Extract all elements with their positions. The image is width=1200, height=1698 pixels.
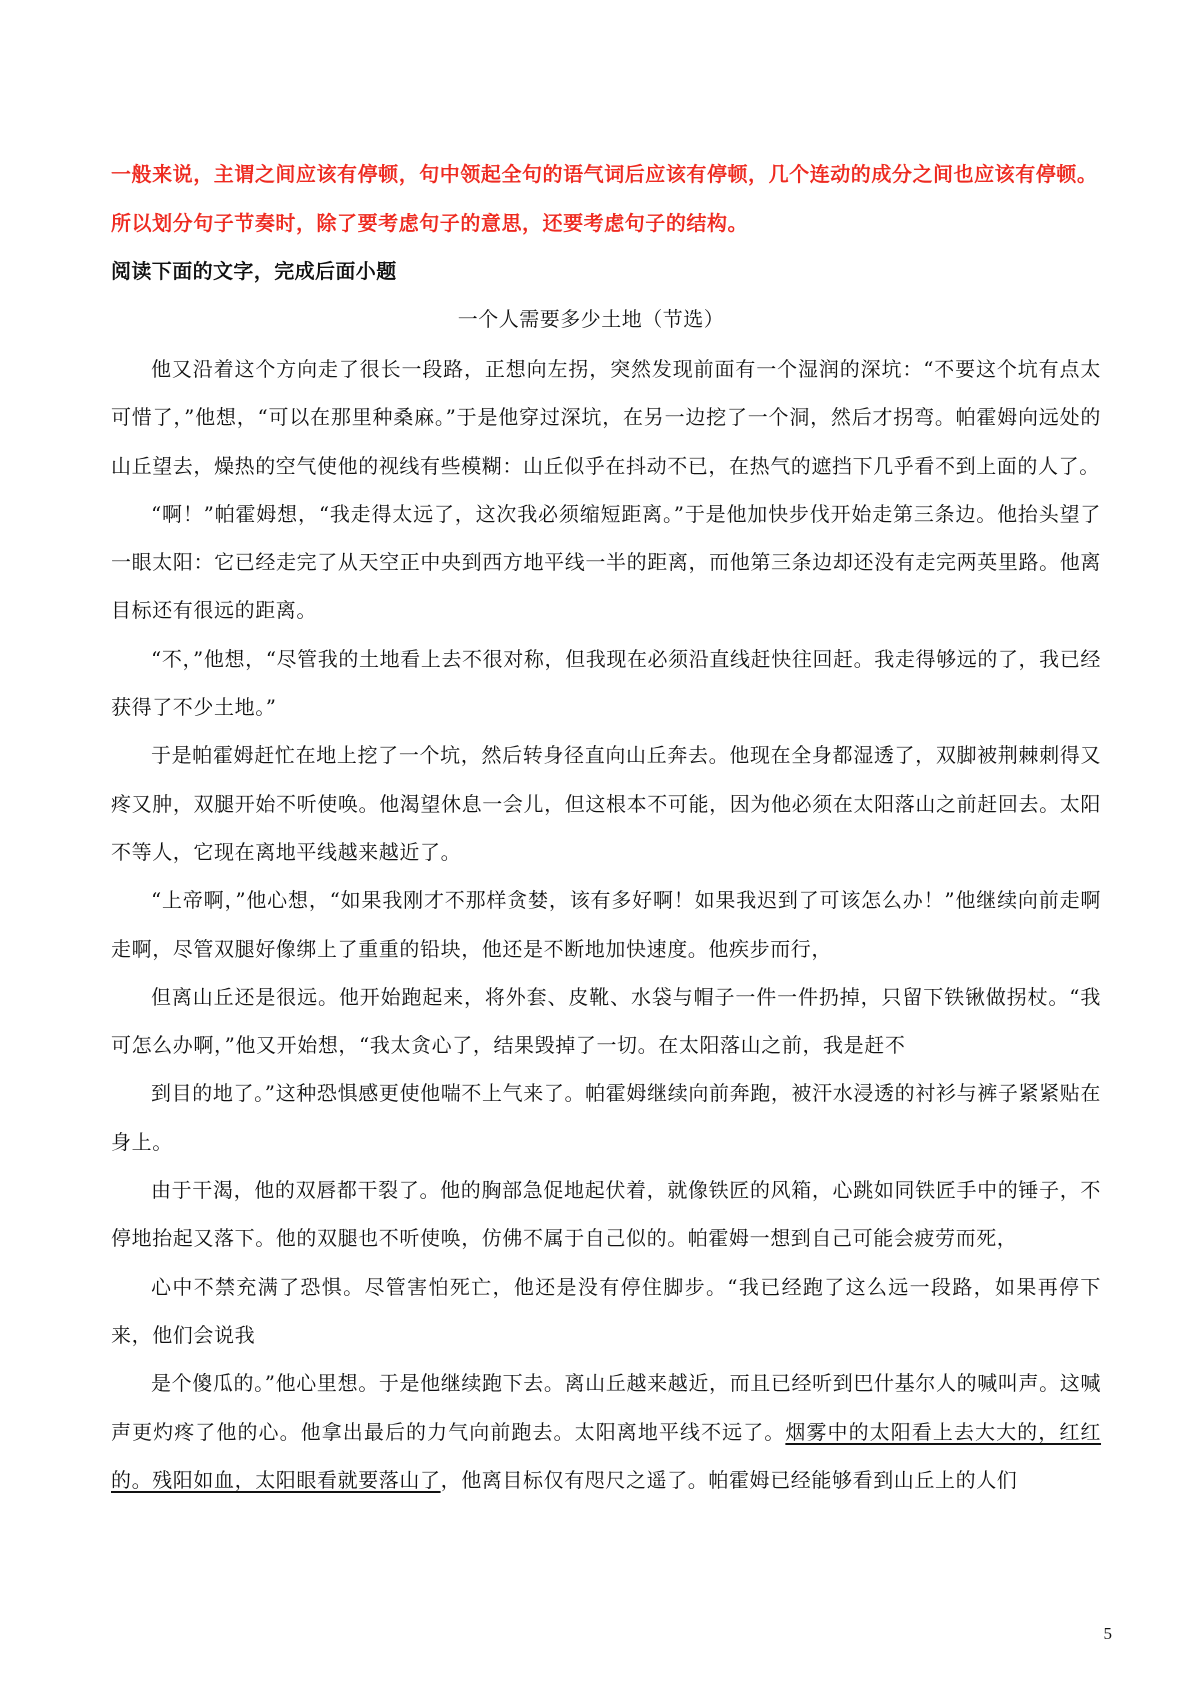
passage-paragraph-5: “上帝啊，”他心想，“如果我刚才不那样贪婪，该有多好啊！如果我迟到了可该怎么办！”他继续向前走啊走啊，尽管双腿好像绑上了重重的铅块，他还是不断地加快速度。他疾步而行， <box>111 888 1101 961</box>
page-number: 5 <box>1103 1624 1112 1643</box>
paragraph-text-before-underline: 是个傻瓜的。”他心里想。于是他继续跑下去。离山丘越来越近，而且已经听到巴什基尔人的喊叫声。这喊声更灼疼了他的心。他拿出最后的力气向前跑去。太阳离地平线不远了。 <box>111 1371 1101 1444</box>
teacher-note: 一般来说，主谓之间应该有停顿，句中领起全句的语气词后应该有停顿，几个连动的成分之间也应该有停顿。所以划分句子节奏时，除了要考虑句子的意思，还要考虑句子的结构。 <box>111 162 1098 235</box>
reading-instruction: 阅读下面的文字，完成后面小题 <box>111 259 397 283</box>
passage-paragraph-2: “啊！”帕霍姆想，“我走得太远了，这次我必须缩短距离。”于是他加快步伐开始走第三条边。他抬头望了一眼太阳：它已经走完了从天空正中央到西方地平线一半的距离，而他第三条边却还没有走完两英里路。他离目标还有很远的距离。 <box>111 501 1101 623</box>
passage-paragraph-4: 于是帕霍姆赶忙在地上挖了一个坑，然后转身径直向山丘奔去。他现在全身都湿透了，双脚被荆棘刺得又疼又肿，双腿开始不听使唤。他渴望休息一会儿，但这根本不可能，因为他必须在太阳落山之前赶回去。太阳不等人，它现在离地平线越来越近了。 <box>111 743 1101 864</box>
passage-paragraph-3: “不，”他想，“尽管我的土地看上去不很对称，但我现在必须沿直线赶快往回赶。我走得够远的了，我已经获得了不少土地。” <box>111 646 1101 720</box>
passage-paragraph-8: 由于干渴，他的双唇都干裂了。他的胸部急促地起伏着，就像铁匠的风箱，心跳如同铁匠手中的锤子，不停地抬起又落下。他的双腿也不听使唤，仿佛不属于自己似的。帕霍姆一想到自己可能会疲劳而死， <box>111 1178 1101 1251</box>
passage-paragraph-9: 心中不禁充满了恐惧。尽管害怕死亡，他还是没有停住脚步。“我已经跑了这么远一段路，如果再停下来，他们会说我 <box>111 1274 1101 1347</box>
paragraph-text-after-underline: ，他离目标仅有咫尺之遥了。帕霍姆已经能够看到山丘上的人们 <box>440 1467 1018 1492</box>
passage-paragraph-6: 但离山丘还是很远。他开始跑起来，将外套、皮靴、水袋与帽子一件一件扔掉，只留下铁锹做拐杖。“我可怎么办啊，”他又开始想，“我太贪心了，结果毁掉了一切。在太阳落山之前，我是赶不 <box>111 984 1101 1058</box>
passage-paragraph-1: 他又沿着这个方向走了很长一段路，正想向左拐，突然发现前面有一个湿润的深坑：“不要这个坑有点太可惜了，”他想，“可以在那里种桑麻。”于是他穿过深坑，在另一边挖了一个洞，然后才拐弯。帕霍姆向远处的山丘望去，燥热的空气使他的视线有些模糊：山丘似乎在抖动不已，在热气的遮挡下几乎看不到上面的人了。 <box>111 357 1101 478</box>
underlined-sentence: 烟雾中的太阳看上去大大的，红红的。残阳如血，太阳眼看就要落山了 <box>111 1419 1102 1492</box>
passage-paragraph-7: 到目的地了。”这种恐惧感更使他喘不上气来了。帕霍姆继续向前奔跑，被汗水浸透的衬衫与裤子紧紧贴在身上。 <box>111 1081 1101 1154</box>
page-content <box>111 150 1101 1504</box>
passage-paragraph-10 <box>111 1359 1101 1504</box>
passage-title: 一个人需要多少土地（节选） <box>457 307 725 331</box>
